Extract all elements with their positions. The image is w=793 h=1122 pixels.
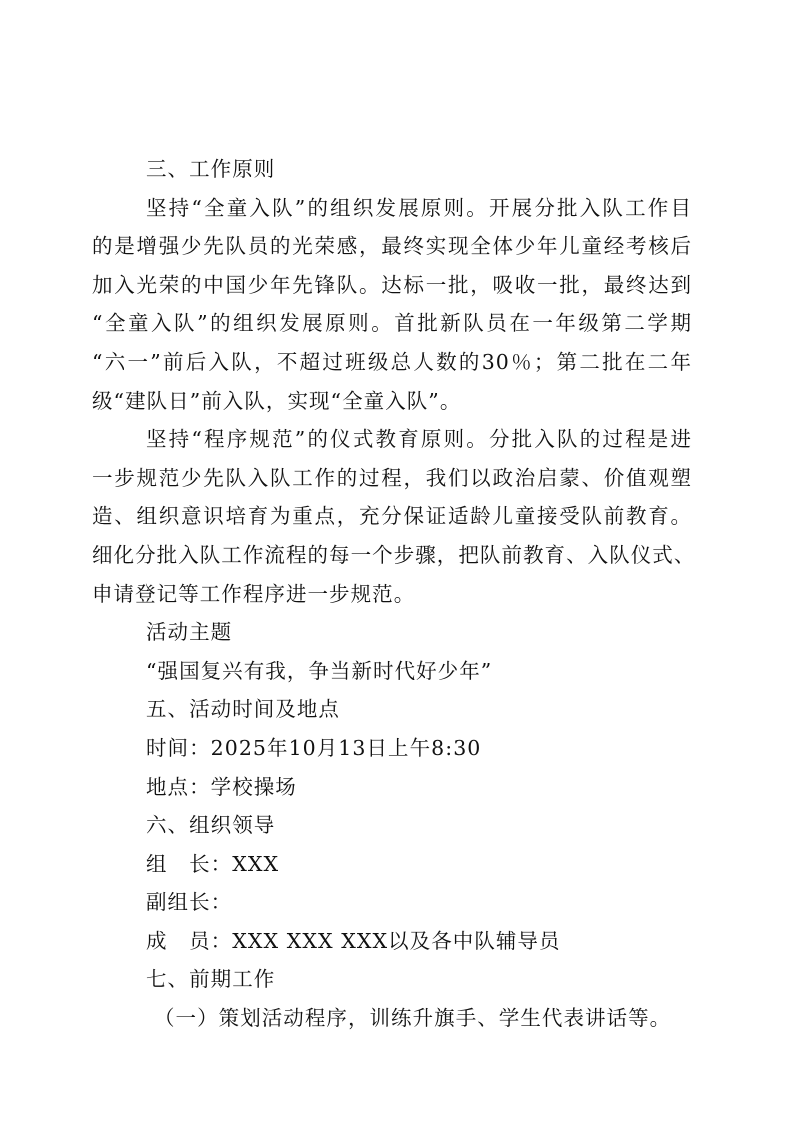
paragraph-line: 的是增强少先队员的光荣感，最终实现全体少年儿童经考核后 (92, 234, 692, 259)
deputy-leader-line: 副组长： (146, 890, 233, 915)
document-body (92, 150, 696, 1038)
section-heading-leadership: 六、组织领导 (146, 813, 276, 838)
paragraph-line: 坚持“程序规范”的仪式教育原则。分批入队的过程是进 (146, 427, 692, 452)
paragraph-line: “全童入队”的组织发展原则。首批新队员在一年级第二学期 (92, 311, 692, 336)
event-time: 时间：2025年10月13日上午8:30 (146, 735, 482, 760)
members-line: 成 员：XXX XXX XXX以及各中队辅导员 (146, 928, 561, 953)
section-heading-preparation: 七、前期工作 (146, 967, 276, 992)
paragraph-line: 细化分批入队工作流程的每一个步骤，把队前教育、入队仪式、 (92, 542, 696, 567)
paragraph-line: 坚持“全童入队”的组织发展原则。开展分批入队工作目 (146, 195, 692, 220)
section-heading-theme: 活动主题 (146, 620, 233, 645)
paragraph-line: 申请登记等工作程序进一步规范。 (92, 581, 416, 606)
section-heading-principles: 三、工作原则 (146, 157, 276, 181)
paragraph-line: 级“建队日”前入队，实现“全童入队”。 (92, 388, 462, 413)
event-place: 地点：学校操场 (146, 774, 297, 799)
section-heading-time-place: 五、活动时间及地点 (146, 697, 340, 722)
leader-line: 组 长：XXX (146, 851, 280, 876)
theme-slogan: “强国复兴有我，争当新时代好少年” (146, 658, 493, 683)
paragraph-line: 加入光荣的中国少年先锋队。达标一批，吸收一批，最终达到 (92, 272, 692, 297)
paragraph-line: 造、组织意识培育为重点，充分保证适龄儿童接受队前教育。 (92, 504, 692, 529)
preparation-item: （一）策划活动程序，训练升旗手、学生代表讲话等。 (154, 1006, 672, 1031)
paragraph-line: “六一”前后入队，不超过班级总人数的30％；第二批在二年 (92, 349, 692, 374)
paragraph-line: 一步规范少先队入队工作的过程，我们以政治启蒙、价值观塑 (92, 465, 692, 490)
